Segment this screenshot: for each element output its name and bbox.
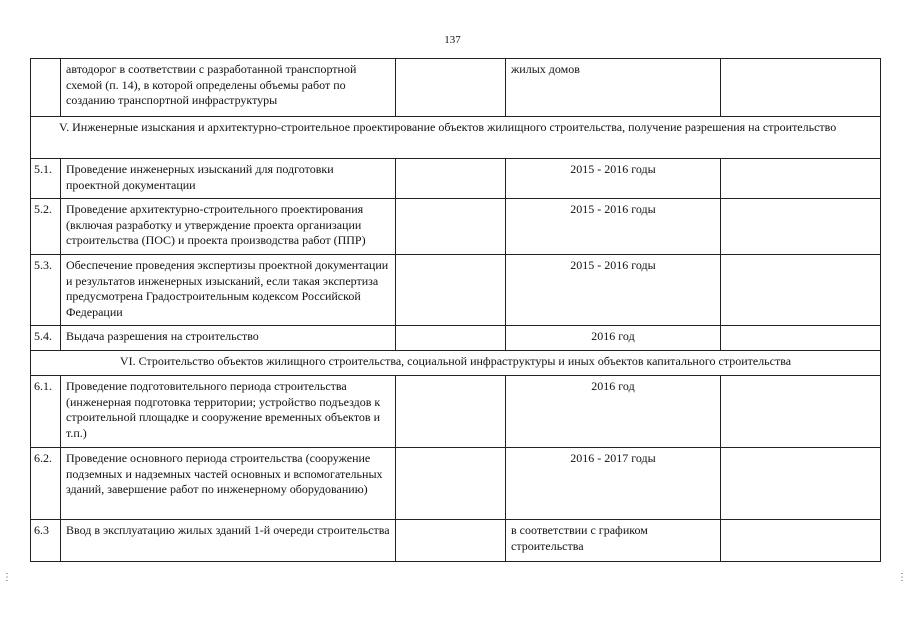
activity-cell: автодорог в соответствии с разработанной транспортной схемой (п. 14), в которой определены объемы работ по созданию транспортной инфраструктуры [61, 59, 396, 117]
table-row [31, 520, 881, 562]
row-number: 6.1. [31, 376, 61, 448]
empty-cell [721, 159, 881, 199]
period-cell: в соответствии с графиком строительства [506, 520, 721, 562]
row-number: 5.3. [31, 255, 61, 326]
empty-cell [721, 520, 881, 562]
activity-cell: Проведение подготовительного периода строительства (инженерная подготовка территории; устройство подъездов к строительной площадке и сооружение временных объектов и т.п.) [61, 376, 396, 448]
period-cell: 2015 - 2016 годы [506, 255, 721, 326]
empty-cell [396, 520, 506, 562]
table-row [31, 159, 881, 199]
scan-edge-mark-left: ⋮ [2, 572, 12, 583]
table-row [31, 448, 881, 520]
row-number: 5.2. [31, 199, 61, 255]
empty-cell [721, 59, 881, 117]
empty-cell [721, 448, 881, 520]
empty-cell [721, 199, 881, 255]
scan-edge-mark-right: ⋮ [897, 572, 907, 583]
empty-cell [396, 255, 506, 326]
row-number: 5.4. [31, 326, 61, 351]
empty-cell [721, 376, 881, 448]
empty-cell [396, 326, 506, 351]
section-heading-v: V. Инженерные изыскания и архитектурно-строительное проектирование объектов жилищного строительства, получение разрешения на строительство [31, 117, 881, 159]
period-cell: 2015 - 2016 годы [506, 159, 721, 199]
period-cell: 2016 - 2017 годы [506, 448, 721, 520]
table-row [31, 326, 881, 351]
plan-table [30, 58, 881, 562]
row-number: 6.2. [31, 448, 61, 520]
table-row [31, 255, 881, 326]
activity-cell: Проведение архитектурно-строительного проектирования (включая разработку и утверждение проекта организации строительства (ПОС) и проекта производства работ (ППР) [61, 199, 396, 255]
period-cell: жилых домов [506, 59, 721, 117]
empty-cell [396, 376, 506, 448]
row-number: 5.1. [31, 159, 61, 199]
page-number: 137 [444, 34, 461, 46]
empty-cell [396, 448, 506, 520]
row-number [31, 59, 61, 117]
empty-cell [721, 326, 881, 351]
activity-cell: Проведение основного периода строительства (сооружение подземных и надземных частей основных и вспомогательных зданий, завершение работ по инженерному оборудованию) [61, 448, 396, 520]
period-cell: 2016 год [506, 376, 721, 448]
empty-cell [396, 159, 506, 199]
table-row [31, 376, 881, 448]
section-heading-vi: VI. Строительство объектов жилищного строительства, социальной инфраструктуры и иных объектов капитального строительства [31, 351, 881, 376]
row-number: 6.3 [31, 520, 61, 562]
period-cell: 2016 год [506, 326, 721, 351]
table-row [31, 199, 881, 255]
section-heading-row [31, 117, 881, 159]
empty-cell [396, 199, 506, 255]
activity-cell: Выдача разрешения на строительство [61, 326, 396, 351]
activity-cell: Ввод в эксплуатацию жилых зданий 1-й очереди строительства [61, 520, 396, 562]
empty-cell [721, 255, 881, 326]
table-row [31, 59, 881, 117]
empty-cell [396, 59, 506, 117]
section-heading-row [31, 351, 881, 376]
period-cell: 2015 - 2016 годы [506, 199, 721, 255]
activity-cell: Обеспечение проведения экспертизы проектной документации и результатов инженерных изысканий, если такая экспертиза предусмотрена Градостроительным кодексом Российской Федерации [61, 255, 396, 326]
activity-cell: Проведение инженерных изысканий для подготовки проектной документации [61, 159, 396, 199]
